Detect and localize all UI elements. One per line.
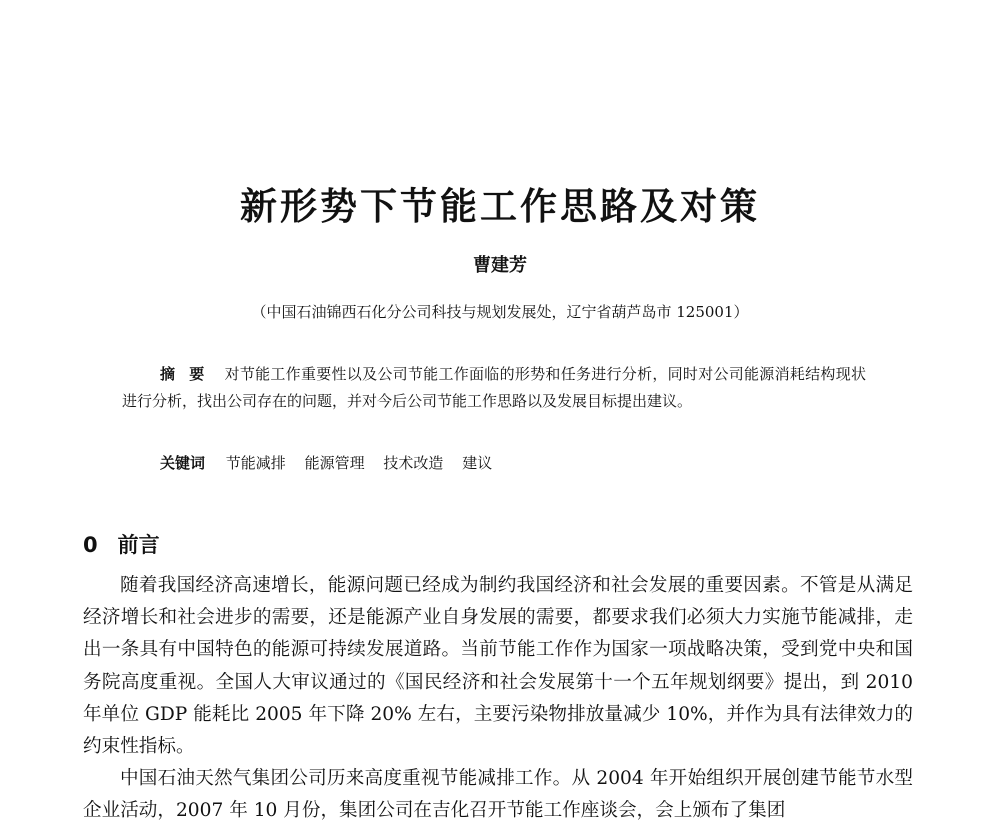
keyword-item: 节能减排 (225, 454, 286, 472)
body-paragraph: 中国石油天然气集团公司历来高度重视节能减排工作。从 2004 年开始组织开展创建节能节水型企业活动，2007 年 10 月份，集团公司在吉化召开节能工作座谈会，会上颁布了集团 (83, 768, 913, 822)
abstract-text: 对节能工作重要性以及公司节能工作面临的形势和任务进行分析，同时对公司能源消耗结构现状进行分析，找出公司存在的问题，并对今后公司节能工作思路以及发展目标提出建议。 (122, 365, 866, 410)
author-name: 曹建芳 (473, 255, 527, 276)
body-paragraph: 随着我国经济高速增长，能源问题已经成为制约我国经济和社会发展的重要因素。不管是从满足经济增长和社会进步的需要，还是能源产业自身发展的需要，都要求我们必须大力实施节能减排，走出一条具有中国特色的能源可持续发展道路。当前节能工作作为国家一项战略决策，受到党中央和国务院高度重视。全国人大审议通过的《国民经济和社会发展第十一个五年规划纲要》提出，到 2010 年单位 GDP 能耗比 2005 年下降 20% 左右，主要污染物排放量减少 10%，并作为具有法律效力的约束性指标。 (83, 575, 913, 758)
section-heading (83, 530, 160, 560)
body-text (83, 570, 913, 828)
keyword-item: 技术改造 (383, 454, 444, 472)
abstract (122, 361, 866, 415)
keywords (160, 450, 506, 477)
author-affiliation: （中国石油锦西石化分公司科技与规划发展处，辽宁省葫芦岛市 125001） (251, 303, 749, 321)
section-title: 前言 (117, 533, 160, 557)
keywords-label: 关键词 (160, 454, 206, 472)
section-number: 0 (83, 533, 98, 557)
abstract-label: 摘要 (160, 365, 219, 383)
paper-title: 新形势下节能工作思路及对策 (240, 185, 760, 228)
keyword-item: 建议 (462, 454, 493, 472)
keyword-item: 能源管理 (304, 454, 365, 472)
